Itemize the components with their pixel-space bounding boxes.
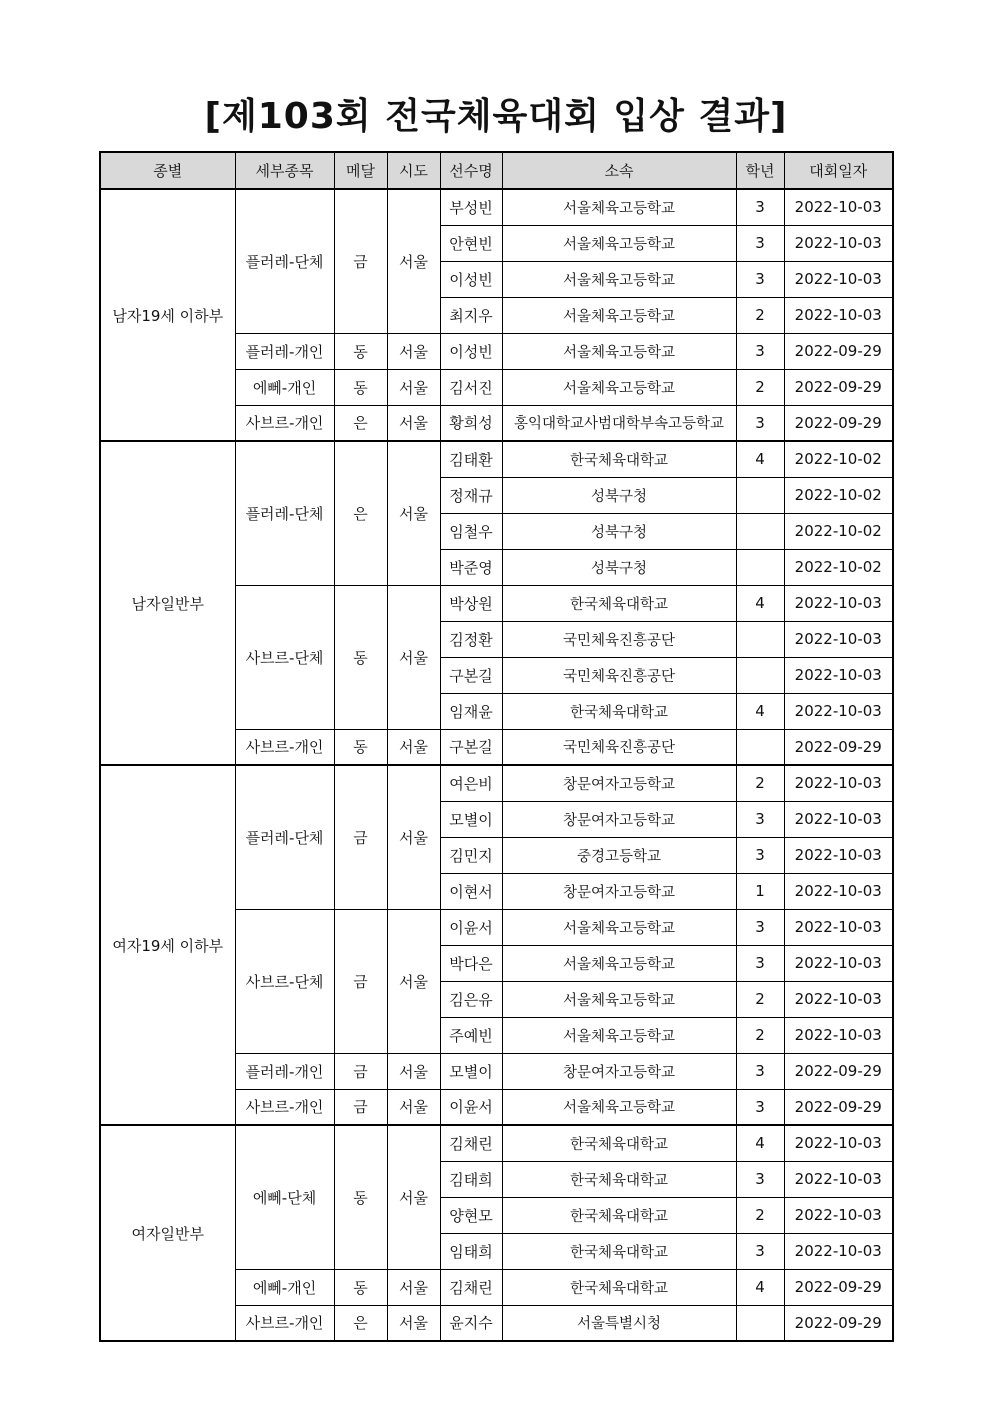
city-cell: 서울 bbox=[387, 909, 440, 1053]
medal-cell: 동 bbox=[334, 333, 387, 369]
medal-cell: 금 bbox=[334, 765, 387, 909]
event-cell: 사브르-단체 bbox=[235, 909, 334, 1053]
date-cell: 2022-09-29 bbox=[784, 405, 893, 441]
date-cell: 2022-10-03 bbox=[784, 1197, 893, 1233]
medal-cell: 은 bbox=[334, 405, 387, 441]
medal-cell: 동 bbox=[334, 1125, 387, 1269]
athlete-name-cell: 김민지 bbox=[440, 837, 502, 873]
grade-cell: 3 bbox=[736, 945, 784, 981]
medal-cell: 동 bbox=[334, 1269, 387, 1305]
athlete-name-cell: 이현서 bbox=[440, 873, 502, 909]
affiliation-cell: 한국체육대학교 bbox=[502, 441, 736, 477]
affiliation-cell: 서울체육고등학교 bbox=[502, 189, 736, 225]
header-date: 대회일자 bbox=[784, 152, 893, 189]
grade-cell: 3 bbox=[736, 1233, 784, 1269]
affiliation-cell: 한국체육대학교 bbox=[502, 1233, 736, 1269]
table-row bbox=[100, 441, 893, 477]
header-medal: 메달 bbox=[334, 152, 387, 189]
date-cell: 2022-10-03 bbox=[784, 693, 893, 729]
athlete-name-cell: 김채린 bbox=[440, 1125, 502, 1161]
event-cell: 사브르-개인 bbox=[235, 729, 334, 765]
grade-cell: 3 bbox=[736, 261, 784, 297]
category-cell: 여자19세 이하부 bbox=[100, 765, 235, 1125]
date-cell: 2022-10-02 bbox=[784, 513, 893, 549]
affiliation-cell: 중경고등학교 bbox=[502, 837, 736, 873]
athlete-name-cell: 이성빈 bbox=[440, 333, 502, 369]
medal-cell: 금 bbox=[334, 189, 387, 333]
grade-cell: 4 bbox=[736, 1269, 784, 1305]
event-cell: 플러레-단체 bbox=[235, 189, 334, 333]
grade-cell: 2 bbox=[736, 1197, 784, 1233]
event-cell: 사브르-단체 bbox=[235, 585, 334, 729]
date-cell: 2022-10-03 bbox=[784, 1161, 893, 1197]
date-cell: 2022-10-03 bbox=[784, 801, 893, 837]
date-cell: 2022-10-03 bbox=[784, 657, 893, 693]
athlete-name-cell: 정재규 bbox=[440, 477, 502, 513]
grade-cell: 3 bbox=[736, 1089, 784, 1125]
affiliation-cell: 창문여자고등학교 bbox=[502, 801, 736, 837]
event-cell: 사브르-개인 bbox=[235, 1305, 334, 1341]
affiliation-cell: 서울체육고등학교 bbox=[502, 297, 736, 333]
header-athlete: 선수명 bbox=[440, 152, 502, 189]
athlete-name-cell: 이성빈 bbox=[440, 261, 502, 297]
athlete-name-cell: 김정환 bbox=[440, 621, 502, 657]
grade-cell: 3 bbox=[736, 801, 784, 837]
date-cell: 2022-09-29 bbox=[784, 333, 893, 369]
grade-cell bbox=[736, 1305, 784, 1341]
athlete-name-cell: 구본길 bbox=[440, 657, 502, 693]
grade-cell: 3 bbox=[736, 189, 784, 225]
grade-cell: 3 bbox=[736, 225, 784, 261]
date-cell: 2022-10-03 bbox=[784, 585, 893, 621]
header-category: 종별 bbox=[100, 152, 235, 189]
date-cell: 2022-10-03 bbox=[784, 837, 893, 873]
city-cell: 서울 bbox=[387, 369, 440, 405]
affiliation-cell: 성북구청 bbox=[502, 549, 736, 585]
grade-cell: 4 bbox=[736, 585, 784, 621]
grade-cell: 3 bbox=[736, 1161, 784, 1197]
date-cell: 2022-10-03 bbox=[784, 1233, 893, 1269]
date-cell: 2022-09-29 bbox=[784, 1089, 893, 1125]
header-row bbox=[100, 152, 893, 189]
city-cell: 서울 bbox=[387, 1089, 440, 1125]
results-table bbox=[99, 151, 894, 1342]
event-cell: 플러레-단체 bbox=[235, 765, 334, 909]
grade-cell: 2 bbox=[736, 765, 784, 801]
affiliation-cell: 한국체육대학교 bbox=[502, 1197, 736, 1233]
athlete-name-cell: 임재윤 bbox=[440, 693, 502, 729]
date-cell: 2022-09-29 bbox=[784, 1305, 893, 1341]
city-cell: 서울 bbox=[387, 729, 440, 765]
athlete-name-cell: 김태희 bbox=[440, 1161, 502, 1197]
date-cell: 2022-10-03 bbox=[784, 1125, 893, 1161]
date-cell: 2022-09-29 bbox=[784, 369, 893, 405]
affiliation-cell: 한국체육대학교 bbox=[502, 585, 736, 621]
date-cell: 2022-10-03 bbox=[784, 225, 893, 261]
date-cell: 2022-09-29 bbox=[784, 1053, 893, 1089]
city-cell: 서울 bbox=[387, 1305, 440, 1341]
grade-cell bbox=[736, 549, 784, 585]
athlete-name-cell: 양현모 bbox=[440, 1197, 502, 1233]
affiliation-cell: 서울특별시청 bbox=[502, 1305, 736, 1341]
athlete-name-cell: 안현빈 bbox=[440, 225, 502, 261]
city-cell: 서울 bbox=[387, 1125, 440, 1269]
affiliation-cell: 서울체육고등학교 bbox=[502, 1017, 736, 1053]
date-cell: 2022-09-29 bbox=[784, 729, 893, 765]
grade-cell: 2 bbox=[736, 369, 784, 405]
city-cell: 서울 bbox=[387, 441, 440, 585]
medal-cell: 동 bbox=[334, 729, 387, 765]
athlete-name-cell: 이윤서 bbox=[440, 909, 502, 945]
grade-cell: 2 bbox=[736, 981, 784, 1017]
date-cell: 2022-10-03 bbox=[784, 909, 893, 945]
affiliation-cell: 한국체육대학교 bbox=[502, 1161, 736, 1197]
medal-cell: 은 bbox=[334, 1305, 387, 1341]
grade-cell bbox=[736, 513, 784, 549]
city-cell: 서울 bbox=[387, 585, 440, 729]
grade-cell: 3 bbox=[736, 405, 784, 441]
date-cell: 2022-10-02 bbox=[784, 477, 893, 513]
affiliation-cell: 홍익대학교사범대학부속고등학교 bbox=[502, 405, 736, 441]
athlete-name-cell: 박다은 bbox=[440, 945, 502, 981]
affiliation-cell: 창문여자고등학교 bbox=[502, 873, 736, 909]
category-cell: 여자일반부 bbox=[100, 1125, 235, 1341]
category-cell: 남자일반부 bbox=[100, 441, 235, 765]
city-cell: 서울 bbox=[387, 765, 440, 909]
athlete-name-cell: 모별이 bbox=[440, 801, 502, 837]
event-cell: 에뻬-단체 bbox=[235, 1125, 334, 1269]
grade-cell: 4 bbox=[736, 1125, 784, 1161]
header-affiliation: 소속 bbox=[502, 152, 736, 189]
affiliation-cell: 한국체육대학교 bbox=[502, 693, 736, 729]
date-cell: 2022-10-03 bbox=[784, 765, 893, 801]
athlete-name-cell: 이윤서 bbox=[440, 1089, 502, 1125]
athlete-name-cell: 모별이 bbox=[440, 1053, 502, 1089]
affiliation-cell: 국민체육진흥공단 bbox=[502, 729, 736, 765]
grade-cell bbox=[736, 621, 784, 657]
grade-cell: 3 bbox=[736, 1053, 784, 1089]
affiliation-cell: 서울체육고등학교 bbox=[502, 981, 736, 1017]
grade-cell: 4 bbox=[736, 441, 784, 477]
city-cell: 서울 bbox=[387, 1269, 440, 1305]
city-cell: 서울 bbox=[387, 333, 440, 369]
affiliation-cell: 서울체육고등학교 bbox=[502, 261, 736, 297]
grade-cell: 1 bbox=[736, 873, 784, 909]
athlete-name-cell: 박준영 bbox=[440, 549, 502, 585]
affiliation-cell: 서울체육고등학교 bbox=[502, 225, 736, 261]
medal-cell: 동 bbox=[334, 369, 387, 405]
athlete-name-cell: 최지우 bbox=[440, 297, 502, 333]
event-cell: 플러레-단체 bbox=[235, 441, 334, 585]
table-row bbox=[100, 765, 893, 801]
affiliation-cell: 창문여자고등학교 bbox=[502, 765, 736, 801]
date-cell: 2022-10-03 bbox=[784, 945, 893, 981]
table-row bbox=[100, 189, 893, 225]
header-grade: 학년 bbox=[736, 152, 784, 189]
date-cell: 2022-10-03 bbox=[784, 621, 893, 657]
medal-cell: 은 bbox=[334, 441, 387, 585]
city-cell: 서울 bbox=[387, 1053, 440, 1089]
grade-cell: 2 bbox=[736, 1017, 784, 1053]
athlete-name-cell: 윤지수 bbox=[440, 1305, 502, 1341]
date-cell: 2022-10-02 bbox=[784, 441, 893, 477]
document-title: [제103회 전국체육대회 입상 결과] bbox=[204, 96, 788, 137]
medal-cell: 금 bbox=[334, 1053, 387, 1089]
affiliation-cell: 국민체육진흥공단 bbox=[502, 657, 736, 693]
event-cell: 에뻬-개인 bbox=[235, 1269, 334, 1305]
athlete-name-cell: 김태환 bbox=[440, 441, 502, 477]
affiliation-cell: 서울체육고등학교 bbox=[502, 1089, 736, 1125]
athlete-name-cell: 임태희 bbox=[440, 1233, 502, 1269]
affiliation-cell: 서울체육고등학교 bbox=[502, 945, 736, 981]
affiliation-cell: 서울체육고등학교 bbox=[502, 909, 736, 945]
medal-cell: 금 bbox=[334, 909, 387, 1053]
date-cell: 2022-10-03 bbox=[784, 981, 893, 1017]
header-city: 시도 bbox=[387, 152, 440, 189]
affiliation-cell: 서울체육고등학교 bbox=[502, 333, 736, 369]
affiliation-cell: 성북구청 bbox=[502, 513, 736, 549]
medal-cell: 동 bbox=[334, 585, 387, 729]
event-cell: 플러레-개인 bbox=[235, 333, 334, 369]
grade-cell: 3 bbox=[736, 333, 784, 369]
date-cell: 2022-10-03 bbox=[784, 261, 893, 297]
grade-cell bbox=[736, 729, 784, 765]
date-cell: 2022-10-03 bbox=[784, 1017, 893, 1053]
athlete-name-cell: 여은비 bbox=[440, 765, 502, 801]
affiliation-cell: 국민체육진흥공단 bbox=[502, 621, 736, 657]
grade-cell: 4 bbox=[736, 693, 784, 729]
grade-cell: 3 bbox=[736, 837, 784, 873]
date-cell: 2022-10-02 bbox=[784, 549, 893, 585]
athlete-name-cell: 김은유 bbox=[440, 981, 502, 1017]
grade-cell bbox=[736, 657, 784, 693]
header-event: 세부종목 bbox=[235, 152, 334, 189]
grade-cell: 3 bbox=[736, 909, 784, 945]
table-row bbox=[100, 1125, 893, 1161]
category-cell: 남자19세 이하부 bbox=[100, 189, 235, 441]
date-cell: 2022-09-29 bbox=[784, 1269, 893, 1305]
affiliation-cell: 서울체육고등학교 bbox=[502, 369, 736, 405]
grade-cell: 2 bbox=[736, 297, 784, 333]
grade-cell bbox=[736, 477, 784, 513]
event-cell: 플러레-개인 bbox=[235, 1053, 334, 1089]
city-cell: 서울 bbox=[387, 189, 440, 333]
event-cell: 에뻬-개인 bbox=[235, 369, 334, 405]
athlete-name-cell: 구본길 bbox=[440, 729, 502, 765]
athlete-name-cell: 박상원 bbox=[440, 585, 502, 621]
date-cell: 2022-10-03 bbox=[784, 873, 893, 909]
athlete-name-cell: 부성빈 bbox=[440, 189, 502, 225]
athlete-name-cell: 주예빈 bbox=[440, 1017, 502, 1053]
affiliation-cell: 한국체육대학교 bbox=[502, 1125, 736, 1161]
date-cell: 2022-10-03 bbox=[784, 297, 893, 333]
medal-cell: 금 bbox=[334, 1089, 387, 1125]
event-cell: 사브르-개인 bbox=[235, 405, 334, 441]
date-cell: 2022-10-03 bbox=[784, 189, 893, 225]
affiliation-cell: 창문여자고등학교 bbox=[502, 1053, 736, 1089]
athlete-name-cell: 김채린 bbox=[440, 1269, 502, 1305]
athlete-name-cell: 김서진 bbox=[440, 369, 502, 405]
athlete-name-cell: 황희성 bbox=[440, 405, 502, 441]
affiliation-cell: 한국체육대학교 bbox=[502, 1269, 736, 1305]
city-cell: 서울 bbox=[387, 405, 440, 441]
event-cell: 사브르-개인 bbox=[235, 1089, 334, 1125]
affiliation-cell: 성북구청 bbox=[502, 477, 736, 513]
athlete-name-cell: 임철우 bbox=[440, 513, 502, 549]
